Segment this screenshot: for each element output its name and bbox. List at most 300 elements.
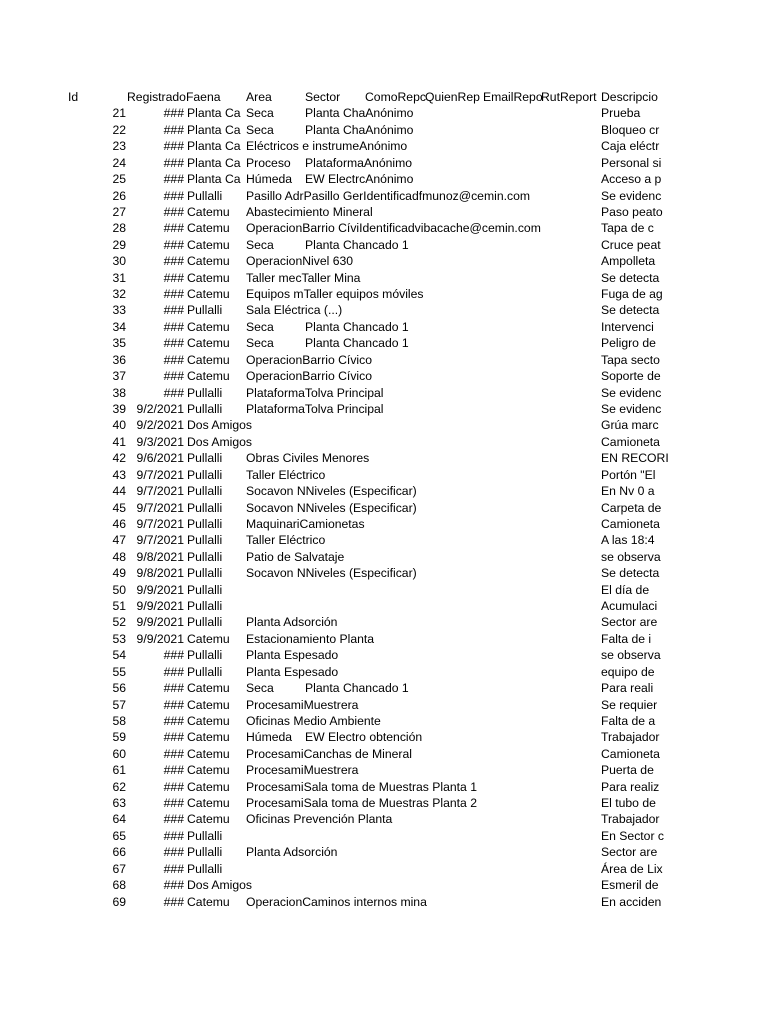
table-cell[interactable]: Intervenci	[601, 319, 654, 334]
table-cell[interactable]: Planta Espesado	[246, 664, 339, 679]
table-cell[interactable]: En acciden	[601, 894, 662, 909]
table-cell[interactable]: 9/8/2021	[136, 549, 184, 564]
table-cell[interactable]: Planta Chancado 1	[305, 681, 409, 696]
table-row	[0, 155, 768, 171]
table-cell[interactable]: Pullalli	[187, 303, 223, 318]
table-cell[interactable]: Catemu	[187, 730, 230, 745]
table-cell[interactable]: 36	[112, 352, 126, 367]
table-cell[interactable]: 34	[112, 319, 126, 334]
table-cell[interactable]: 67	[112, 861, 126, 876]
table-row	[0, 631, 768, 647]
table-cell[interactable]: 43	[112, 467, 126, 482]
table-cell[interactable]: 49	[112, 566, 126, 581]
table-cell[interactable]: Catemu	[187, 894, 230, 909]
table-cell[interactable]: Pullalli	[187, 828, 223, 843]
table-row	[0, 582, 768, 598]
table-cell[interactable]: Catemu	[187, 369, 230, 384]
table-cell[interactable]: 38	[112, 385, 126, 400]
table-row	[0, 122, 768, 138]
table-cell[interactable]: 50	[112, 582, 126, 597]
table-cell[interactable]: ###	[163, 106, 184, 121]
table-cell[interactable]: Planta Chancado 1	[305, 237, 409, 252]
table-cell[interactable]: Catemu	[187, 254, 230, 269]
table-cell[interactable]: Se requier	[601, 697, 658, 712]
table-cell[interactable]: ProcesamiMuestrera	[246, 763, 359, 778]
table-cell[interactable]: Grúa marc	[601, 418, 659, 433]
table-cell[interactable]: ###	[163, 303, 184, 318]
table-row	[0, 467, 768, 483]
table-cell[interactable]: Fuga de ag	[601, 287, 663, 302]
table-cell[interactable]: 55	[112, 664, 126, 679]
table-cell[interactable]: Para reali	[601, 681, 654, 696]
table-cell[interactable]: Pullalli	[187, 500, 223, 515]
table-row	[0, 762, 768, 778]
table-row	[0, 811, 768, 827]
table-cell[interactable]: ###	[163, 122, 184, 137]
table-row	[0, 335, 768, 351]
table-cell[interactable]: Catemu	[187, 204, 230, 219]
table-row	[0, 417, 768, 433]
table-cell[interactable]: Falta de a	[601, 713, 656, 728]
table-cell[interactable]: Húmeda	[246, 730, 293, 745]
table-cell[interactable]: ProcesamiCanchas de Mineral	[246, 746, 412, 761]
table-cell[interactable]: ###	[163, 763, 184, 778]
table-cell[interactable]: OperacionBarrio CíviIdentificadvibacache@cemin.com	[246, 221, 541, 236]
table-cell[interactable]: Oficinas Prevención Planta	[246, 812, 393, 827]
table-cell[interactable]: Planta ChaAnónimo	[305, 106, 414, 121]
table-cell[interactable]: ProcesamiMuestrera	[246, 697, 359, 712]
table-cell[interactable]: Taller mecTaller Mina	[246, 270, 361, 285]
table-cell[interactable]: 25	[112, 172, 126, 187]
table-row	[0, 500, 768, 516]
table-cell[interactable]: Pullalli	[187, 533, 223, 548]
table-cell[interactable]: A las 18:4	[601, 533, 655, 548]
table-cell[interactable]: 52	[112, 615, 126, 630]
table-cell[interactable]: Personal si	[601, 155, 662, 170]
table-cell[interactable]: Planta Adsorción	[246, 615, 338, 630]
table-cell[interactable]: Dos Amigos	[187, 878, 253, 893]
table-cell[interactable]: 27	[112, 204, 126, 219]
table-cell[interactable]: 46	[112, 516, 126, 531]
table-cell[interactable]: Área de Lix	[601, 861, 663, 876]
table-cell[interactable]: Prueba	[601, 106, 641, 121]
header-cell[interactable]: RegistradoFaena	[127, 90, 221, 104]
table-cell[interactable]: Carpeta de	[601, 500, 662, 515]
table-cell[interactable]: ###	[163, 352, 184, 367]
table-cell[interactable]: Taller Eléctrico	[246, 533, 326, 548]
table-cell[interactable]: ###	[163, 828, 184, 843]
table-cell[interactable]: Paso peato	[601, 204, 663, 219]
table-row	[0, 516, 768, 532]
table-cell[interactable]: Socavon NNiveles (Especificar)	[246, 566, 417, 581]
table-cell[interactable]: ProcesamiSala toma de Muestras Planta 1	[246, 779, 477, 794]
header-cell[interactable]: QuienRep	[425, 90, 480, 104]
table-cell[interactable]: Planta Adsorción	[246, 845, 338, 860]
table-cell[interactable]: 9/7/2021	[136, 484, 184, 499]
table-cell[interactable]: Pullalli	[187, 451, 223, 466]
table-cell[interactable]: El tubo de	[601, 796, 656, 811]
table-cell[interactable]: Dos Amigos	[187, 418, 253, 433]
table-cell[interactable]: Catemu	[187, 779, 230, 794]
table-cell[interactable]: Catemu	[187, 746, 230, 761]
table-cell[interactable]: se observa	[601, 549, 661, 564]
table-row	[0, 795, 768, 811]
table-cell[interactable]: 24	[112, 155, 126, 170]
table-row	[0, 237, 768, 253]
table-cell[interactable]: Tapa secto	[601, 352, 660, 367]
table-cell[interactable]: Proceso	[246, 155, 291, 170]
table-cell[interactable]: EW ElectrcAnónimo	[305, 172, 414, 187]
table-row	[0, 450, 768, 466]
table-cell[interactable]: 56	[112, 681, 126, 696]
table-cell[interactable]: se observa	[601, 648, 661, 663]
table-cell[interactable]: Pullalli	[187, 401, 223, 416]
table-row	[0, 614, 768, 630]
table-row	[0, 894, 768, 910]
table-cell[interactable]: 42	[112, 451, 126, 466]
table-row	[0, 746, 768, 762]
table-cell[interactable]: ###	[163, 270, 184, 285]
table-cell[interactable]: Pullalli	[187, 188, 223, 203]
table-cell[interactable]: 33	[112, 303, 126, 318]
table-cell[interactable]: ###	[163, 713, 184, 728]
table-cell[interactable]: 47	[112, 533, 126, 548]
table-row	[0, 434, 768, 450]
table-cell[interactable]: Seca	[246, 681, 274, 696]
table-cell[interactable]: Pullalli	[187, 599, 223, 614]
table-cell[interactable]: Planta Ca	[187, 155, 241, 170]
table-cell[interactable]: 41	[112, 434, 126, 449]
table-row	[0, 188, 768, 204]
table-row	[0, 401, 768, 417]
table-cell[interactable]: Planta Ca	[187, 139, 241, 154]
table-cell[interactable]: Estacionamiento Planta	[246, 631, 375, 646]
table-cell[interactable]: 30	[112, 254, 126, 269]
table-cell[interactable]: ###	[163, 287, 184, 302]
table-cell[interactable]: 58	[112, 713, 126, 728]
table-cell[interactable]: 39	[112, 401, 126, 416]
table-cell[interactable]: 21	[112, 106, 126, 121]
table-cell[interactable]: ###	[163, 139, 184, 154]
table-cell[interactable]: Catemu	[187, 221, 230, 236]
table-cell[interactable]: ###	[163, 664, 184, 679]
header-cell[interactable]: ComoRepc	[365, 90, 426, 104]
table-cell[interactable]: Caja eléctr	[601, 139, 660, 154]
table-cell[interactable]: Acumulaci	[601, 599, 658, 614]
table-cell[interactable]: Pullalli	[187, 467, 223, 482]
table-cell[interactable]: Patio de Salvataje	[246, 549, 345, 564]
table-cell[interactable]: Eléctricos e instrumeAnónimo	[246, 139, 408, 154]
table-cell[interactable]: Catemu	[187, 697, 230, 712]
table-cell[interactable]: Pullalli	[187, 484, 223, 499]
table-cell[interactable]: 32	[112, 287, 126, 302]
table-cell[interactable]: Catemu	[187, 319, 230, 334]
header-row	[0, 89, 768, 105]
table-row	[0, 105, 768, 121]
header-cell[interactable]: RutReport	[541, 90, 597, 104]
table-cell[interactable]: 9/7/2021	[136, 516, 184, 531]
table-row	[0, 647, 768, 663]
header-cell[interactable]: Area	[246, 90, 272, 104]
table-cell[interactable]: Peligro de	[601, 336, 656, 351]
table-row	[0, 532, 768, 548]
table-cell[interactable]: Socavon NNiveles (Especificar)	[246, 484, 417, 499]
table-cell[interactable]: Planta Ca	[187, 106, 241, 121]
table-cell[interactable]: Catemu	[187, 352, 230, 367]
table-cell[interactable]: ###	[163, 812, 184, 827]
table-cell[interactable]: ###	[163, 730, 184, 745]
table-cell[interactable]: Bloqueo cr	[601, 122, 660, 137]
table-row	[0, 286, 768, 302]
table-cell[interactable]: Pullalli	[187, 845, 223, 860]
table-cell[interactable]: Catemu	[187, 336, 230, 351]
table-row	[0, 664, 768, 680]
table-cell[interactable]: 63	[112, 796, 126, 811]
table-cell[interactable]: ###	[163, 237, 184, 252]
table-cell[interactable]: Planta Chancado 1	[305, 319, 409, 334]
table-cell[interactable]: 35	[112, 336, 126, 351]
header-cell[interactable]: Descripcio	[601, 90, 658, 104]
table-row	[0, 253, 768, 269]
table-cell[interactable]: 29	[112, 237, 126, 252]
table-cell[interactable]: En Nv 0 a	[601, 484, 655, 499]
table-row	[0, 844, 768, 860]
table-cell[interactable]: 59	[112, 730, 126, 745]
table-cell[interactable]: Planta Espesado	[246, 648, 339, 663]
table-cell[interactable]: Se detecta	[601, 303, 660, 318]
table-cell[interactable]: 9/9/2021	[136, 631, 184, 646]
table-cell[interactable]: Planta Chancado 1	[305, 336, 409, 351]
table-cell[interactable]: Catemu	[187, 270, 230, 285]
table-row	[0, 828, 768, 844]
table-cell[interactable]: equipo de	[601, 664, 655, 679]
table-cell[interactable]: Planta Ca	[187, 122, 241, 137]
table-row	[0, 549, 768, 565]
table-cell[interactable]: ###	[163, 648, 184, 663]
table-cell[interactable]: 9/9/2021	[136, 582, 184, 597]
table-cell[interactable]: 60	[112, 746, 126, 761]
table-cell[interactable]: 28	[112, 221, 126, 236]
table-cell[interactable]: Catemu	[187, 713, 230, 728]
table-cell[interactable]: 54	[112, 648, 126, 663]
table-cell[interactable]: ###	[163, 861, 184, 876]
table-cell[interactable]: Pullalli	[187, 861, 223, 876]
table-cell[interactable]: 51	[112, 599, 126, 614]
table-cell[interactable]: Se evidenc	[601, 385, 662, 400]
table-cell[interactable]: Seca	[246, 319, 274, 334]
table-cell[interactable]: 68	[112, 878, 126, 893]
table-cell[interactable]: Esmeril de	[601, 878, 659, 893]
table-cell[interactable]: Pullalli	[187, 648, 223, 663]
table-cell[interactable]: Pullalli	[187, 385, 223, 400]
table-cell[interactable]: ###	[163, 204, 184, 219]
table-row	[0, 220, 768, 236]
table-cell[interactable]: OperacionBarrio Cívico	[246, 352, 372, 367]
table-cell[interactable]: En Sector c	[601, 828, 664, 843]
table-cell[interactable]: 37	[112, 369, 126, 384]
table-cell[interactable]: Pullalli	[187, 664, 223, 679]
table-cell[interactable]: 9/7/2021	[136, 533, 184, 548]
table-cell[interactable]: Tapa de c	[601, 221, 654, 236]
header-cell[interactable]: Id	[68, 90, 79, 104]
table-cell[interactable]: Socavon NNiveles (Especificar)	[246, 500, 417, 515]
table-cell[interactable]: Oficinas Medio Ambiente	[246, 713, 381, 728]
table-cell[interactable]: Seca	[246, 122, 274, 137]
table-cell[interactable]: OperacionCaminos internos mina	[246, 894, 427, 909]
header-cell[interactable]: Sector	[305, 90, 341, 104]
table-cell[interactable]: 65	[112, 828, 126, 843]
table-cell[interactable]: MaquinariCamionetas	[246, 516, 365, 531]
table-cell[interactable]: ###	[163, 336, 184, 351]
table-cell[interactable]: Puerta de	[601, 763, 654, 778]
table-cell[interactable]: Acceso a p	[601, 172, 662, 187]
table-cell[interactable]: Pasillo AdrPasillo GerIdentificadfmunoz@cemin.com	[246, 188, 531, 203]
table-cell[interactable]: Pullalli	[187, 615, 223, 630]
table-cell[interactable]: 57	[112, 697, 126, 712]
table-cell[interactable]: Portón "El	[601, 467, 656, 482]
table-cell[interactable]: Catemu	[187, 812, 230, 827]
table-cell[interactable]: ###	[163, 845, 184, 860]
table-row	[0, 697, 768, 713]
table-cell[interactable]: 9/2/2021	[136, 401, 184, 416]
table-cell[interactable]: 9/6/2021	[136, 451, 184, 466]
table-cell[interactable]: ###	[163, 172, 184, 187]
table-cell[interactable]: Catemu	[187, 796, 230, 811]
table-cell[interactable]: ###	[163, 385, 184, 400]
table-cell[interactable]: Para realiz	[601, 779, 660, 794]
table-cell[interactable]: 66	[112, 845, 126, 860]
table-cell[interactable]: 48	[112, 549, 126, 564]
table-cell[interactable]: EW Electro obtención	[305, 730, 423, 745]
table-cell[interactable]: Planta Ca	[187, 172, 241, 187]
table-cell[interactable]: Equipos mTaller equipos móviles	[246, 287, 424, 302]
table-cell[interactable]: OperacionNivel 630	[246, 254, 354, 269]
table-row	[0, 680, 768, 696]
table-row	[0, 598, 768, 614]
table-row	[0, 352, 768, 368]
table-cell[interactable]: Taller Eléctrico	[246, 467, 326, 482]
table-cell[interactable]: EN RECORI	[601, 451, 669, 466]
table-cell[interactable]: OperacionBarrio Cívico	[246, 369, 372, 384]
table-cell[interactable]: Catemu	[187, 287, 230, 302]
table-cell[interactable]: ###	[163, 254, 184, 269]
table-cell[interactable]: Sala Eléctrica (...)	[246, 303, 343, 318]
table-cell[interactable]: ProcesamiSala toma de Muestras Planta 2	[246, 796, 477, 811]
table-cell[interactable]: PlataformaAnónimo	[305, 155, 413, 170]
table-cell[interactable]: 9/2/2021	[136, 418, 184, 433]
table-cell[interactable]: 45	[112, 500, 126, 515]
table-cell[interactable]: Pullalli	[187, 516, 223, 531]
table-cell[interactable]: 53	[112, 631, 126, 646]
table-cell[interactable]: ###	[163, 369, 184, 384]
table-cell[interactable]: Catemu	[187, 237, 230, 252]
table-cell[interactable]: 31	[112, 270, 126, 285]
table-row	[0, 779, 768, 795]
table-cell[interactable]: Camioneta	[601, 516, 660, 531]
table-cell[interactable]: Sector are	[601, 845, 658, 860]
table-cell[interactable]: Sector are	[601, 615, 658, 630]
table-cell[interactable]: 9/7/2021	[136, 467, 184, 482]
table-row	[0, 877, 768, 893]
table-cell[interactable]: 9/3/2021	[136, 434, 184, 449]
table-cell[interactable]: 9/9/2021	[136, 615, 184, 630]
table-cell[interactable]: Trabajador	[601, 812, 660, 827]
table-cell[interactable]: Cruce peat	[601, 237, 661, 252]
table-cell[interactable]: Se evidenc	[601, 188, 662, 203]
table-cell[interactable]: ###	[163, 697, 184, 712]
table-cell[interactable]: Ampolleta	[601, 254, 656, 269]
table-cell[interactable]: ###	[163, 779, 184, 794]
table-cell[interactable]: 40	[112, 418, 126, 433]
table-cell[interactable]: 23	[112, 139, 126, 154]
table-cell[interactable]: PlataformaTolva Principal	[246, 385, 384, 400]
table-cell[interactable]: Planta ChaAnónimo	[305, 122, 414, 137]
table-cell[interactable]: ###	[163, 796, 184, 811]
table-cell[interactable]: ###	[163, 319, 184, 334]
table-cell[interactable]: El día de	[601, 582, 650, 597]
table-row	[0, 861, 768, 877]
table-cell[interactable]: Húmeda	[246, 172, 293, 187]
table-row	[0, 319, 768, 335]
table-cell[interactable]: 64	[112, 812, 126, 827]
table-cell[interactable]: Catemu	[187, 763, 230, 778]
table-row	[0, 138, 768, 154]
table-cell[interactable]: Soporte de	[601, 369, 661, 384]
table-cell[interactable]: 9/9/2021	[136, 599, 184, 614]
table-cell[interactable]: 69	[112, 894, 126, 909]
table-cell[interactable]: Se detecta	[601, 566, 660, 581]
table-cell[interactable]: Seca	[246, 106, 274, 121]
table-cell[interactable]: 26	[112, 188, 126, 203]
table-cell[interactable]: Catemu	[187, 631, 230, 646]
table-cell[interactable]: ###	[163, 155, 184, 170]
table-row	[0, 171, 768, 187]
table-cell[interactable]: Abastecimiento Mineral	[246, 204, 373, 219]
table-cell[interactable]: 9/7/2021	[136, 500, 184, 515]
table-cell[interactable]: Camioneta	[601, 434, 660, 449]
table-cell[interactable]: Pullalli	[187, 582, 223, 597]
table-cell[interactable]: 44	[112, 484, 126, 499]
table-cell[interactable]: PlataformaTolva Principal	[246, 401, 384, 416]
table-cell[interactable]: Catemu	[187, 681, 230, 696]
table-cell[interactable]: Camioneta	[601, 746, 660, 761]
table-cell[interactable]: 22	[112, 122, 126, 137]
table-cell[interactable]: Dos Amigos	[187, 434, 253, 449]
table-cell[interactable]: Trabajador	[601, 730, 660, 745]
header-cell[interactable]: EmailRepo	[483, 90, 543, 104]
table-cell[interactable]: Seca	[246, 336, 274, 351]
table-cell[interactable]: 62	[112, 779, 126, 794]
table-cell[interactable]: Se evidenc	[601, 401, 662, 416]
table-cell[interactable]: ###	[163, 188, 184, 203]
table-cell[interactable]: 9/8/2021	[136, 566, 184, 581]
table-cell[interactable]: ###	[163, 221, 184, 236]
table-cell[interactable]: Obras Civiles Menores	[246, 451, 370, 466]
table-cell[interactable]: 61	[112, 763, 126, 778]
table-cell[interactable]: Pullalli	[187, 566, 223, 581]
table-row	[0, 565, 768, 581]
table-row	[0, 204, 768, 220]
table-cell[interactable]: ###	[163, 746, 184, 761]
table-cell[interactable]: ###	[163, 681, 184, 696]
table-cell[interactable]: ###	[163, 878, 184, 893]
table-cell[interactable]: Pullalli	[187, 549, 223, 564]
table-cell[interactable]: Falta de i	[601, 631, 652, 646]
table-cell[interactable]: ###	[163, 894, 184, 909]
table-cell[interactable]: Se detecta	[601, 270, 660, 285]
table-row	[0, 483, 768, 499]
table-cell[interactable]: Seca	[246, 237, 274, 252]
